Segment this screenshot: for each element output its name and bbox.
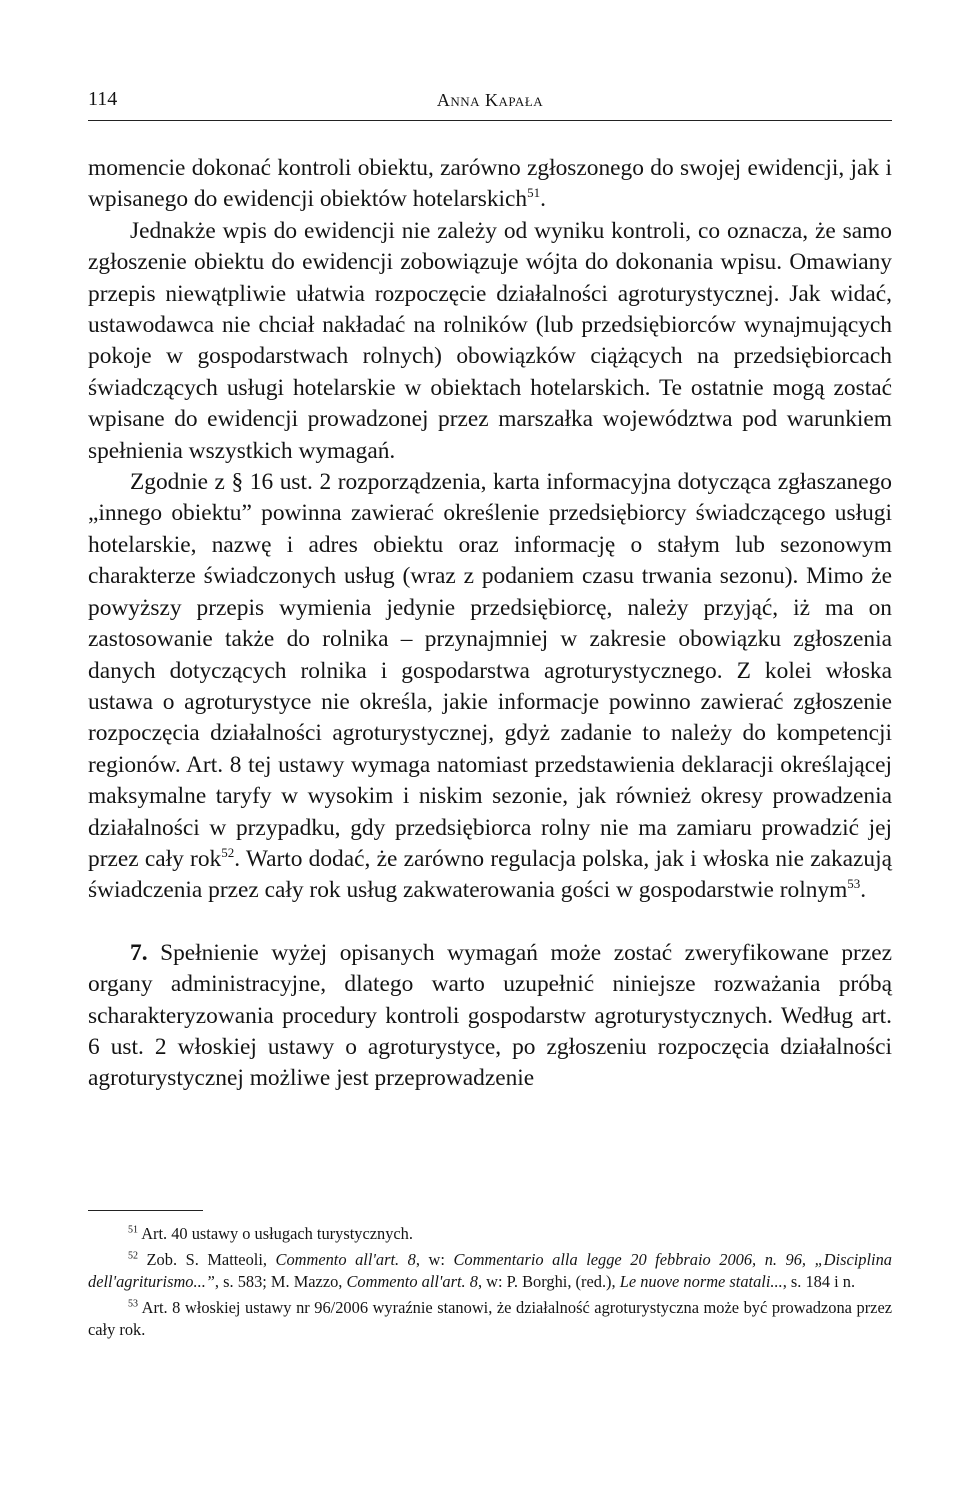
footnote-52: $^{52}$ Zob. S. Matteoli, Commento all'art. 8, w: Commentario alla legge 20 febbraio 2006, n. 96, „Disciplina dell'agriturismo...”, s. 583; M. Mazzo, Commento all'art. 8, w: P. Borghi, (red.), Le nuove norme statali..., s. 184 i n. [88,1249,892,1291]
footnote-ref-52: 52 [221,845,235,861]
section-number: 7. [130,939,148,966]
footnote-53: $^{53}$ Art. 8 włoskiej ustawy nr 96/2006 wyraźnie stanowi, że działalność agroturystyczna może być prowadzona przez cały rok. [88,1297,892,1339]
running-head-author: Anna Kapała [436,90,544,110]
paragraph: momencie dokonać kontroli obiektu, zarówno zgłoszonego do swojej ewidencji, jak i wpisanego do ewidencji obiektów hotelarskich$^{51}$. [88,155,892,213]
footnote-divider [88,1210,203,1211]
body-text [88,153,892,1095]
footnote-ref-51: 51 [527,185,541,201]
section-paragraph: 7. Spełnienie wyżej opisanych wymagań może zostać zweryfikowane przez organy administracyjne, dlatego warto uzupełnić niniejsze rozważania próbą scharakteryzowania procedury kontroli gospodarstw agroturystycznych. Według art. 6 ust. 2 włoskiej ustawy o agroturystyce, po zgłoszeniu rozpoczęcia działalności agroturystycznej możliwe jest przeprowadzenie [88,939,892,1092]
page-number: 114 [88,88,118,110]
paragraph: Zgodnie z § 16 ust. 2 rozporządzenia, karta informacyjna dotycząca zgłaszanego „innego obiektu” powinna zawierać określenie przedsiębiorcy świadczącego usługi hotelarskie, nazwę i adres obiektu oraz informację o stałym lub sezonowym charakterze świadczonych usług (wraz z podaniem czasu trwania sezonu). Mimo że powyższy przepis wymienia jedynie przedsiębiorcę, należy przyjąć, iż ma on zastosowanie także do rolnika – przynajmniej w zakresie obowiązku zgłoszenia danych dotyczących rolnika i gospodarstwa agroturystycznego. Z kolei włoska ustawa o agroturystyce nie określa, jakie informacje powinno zawierać zgłoszenie rozpoczęcia działalności agroturystycznej, gdyż zadanie to należy do kompetencji regionów. Art. 8 tej ustawy wymaga natomiast przedstawienia deklaracji określającej maksymalne taryfy w wysokim i niskim sezonie, jak również okresy prowadzenia działalności w przypadku, gdy przedsiębiorca rolny nie ma zamiaru prowadzić jej przez cały rok$^{52}$. Warto dodać, że zarówno regulacja polska, jak i włoska nie zakazują świadczenia przez cały rok usług zakwaterowania gości w gospodarstwie rolnym$^{53}$. [88,469,892,904]
footnotes [88,1210,892,1345]
footnote-51: $^{51}$ Art. 40 ustawy o usługach turystycznych. [128,1224,413,1243]
page-header [88,88,892,121]
paragraph: Jednakże wpis do ewidencji nie zależy od wyniku kontroli, co oznacza, że samo zgłoszenie obiektu do ewidencji zobowiązuje wójta do dokonania wpisu. Omawiany przepis niewątpliwie ułatwia rozpoczęcie działalności agroturystycznej. Jak widać, ustawodawca nie chciał nakładać na rolników (lub przedsiębiorców wynajmujących pokoje w gospodarstwach rolnych) obowiązków ciążących na przedsiębiorcach świadczących usługi hotelarskie w obiektach hotelarskich. Te ostatnie mogą zostać wpisane do ewidencji prowadzonej przez marszałka województwa pod warunkiem spełnienia wszystkich wymagań. [88,217,892,464]
footnote-ref-53: 53 [847,876,861,892]
